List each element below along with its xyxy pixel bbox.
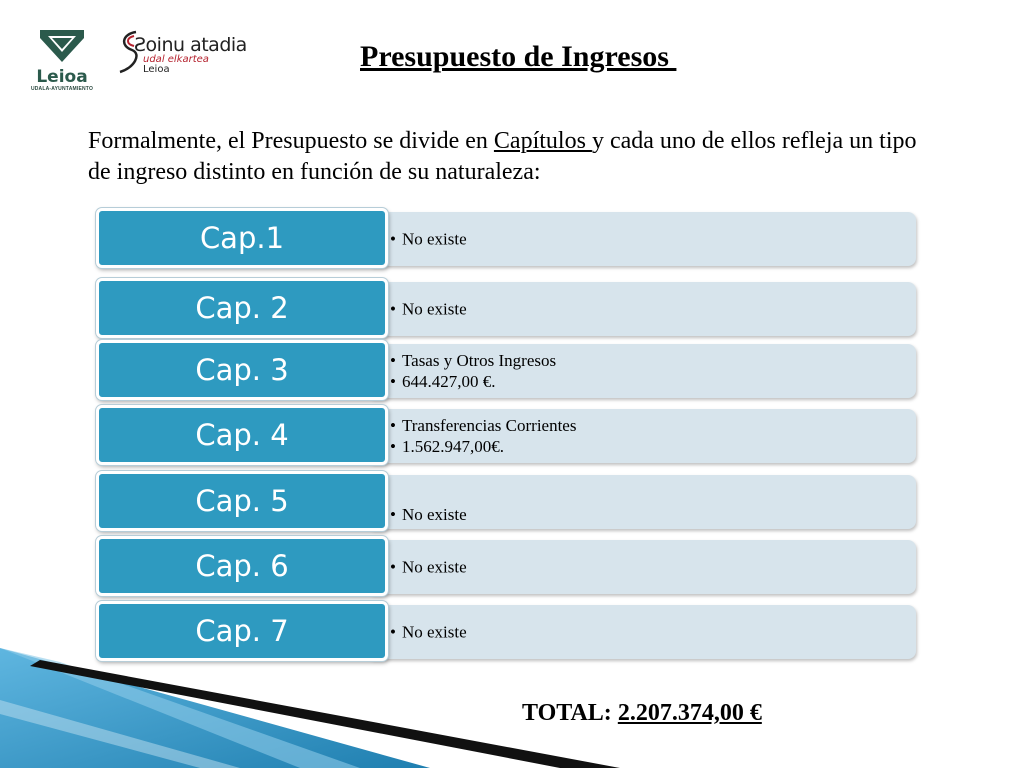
kirol-logo [114,26,264,80]
chapter-info-box [372,282,916,336]
chapter-info-box [372,344,916,398]
chapter-label: Cap. 7 [96,601,388,661]
chapter-detail-item: • Transferencias Corrientes [390,415,908,436]
total-label: TOTAL: [522,700,618,726]
chapter-detail-item: • No existe [390,557,908,578]
intro-text-after: y cada uno de ellos refleja un tipo de ingreso distinto en función de su naturaleza: [88,128,917,185]
chapter-detail-item: • Tasas y Otros Ingresos [390,350,908,371]
chapter-row [96,405,916,465]
chapter-label: Cap. 2 [96,278,388,338]
chapter-label: Cap. 5 [96,471,388,531]
svg-text:Leioa: Leioa [36,67,88,86]
kirol-logo-line1: Ƨoinu atadia [134,34,247,56]
chapter-label: Cap.1 [96,208,388,268]
chapter-detail-item: • No existe [390,622,908,643]
chapter-info-box [372,475,916,529]
chapter-row [96,536,916,596]
chapter-info-box [372,540,916,594]
leioa-subtitle: UDALA-AYUNTAMIENTO [30,86,94,92]
chapter-label: Cap. 6 [96,536,388,596]
intro-text-before: Formalmente, el Presupuesto se divide en [88,128,494,154]
chapter-label: Cap. 3 [96,340,388,400]
chapter-row [96,278,916,338]
total-line [522,700,762,727]
chapter-row [96,208,916,268]
intro-paragraph [88,126,928,188]
chapter-detail-item: • 1.562.947,00€. [390,436,908,457]
kirol-logo-line2: udal elkartea [143,54,209,65]
page-title: Presupuesto de Ingresos [360,40,677,73]
leioa-emblem-icon [26,26,98,86]
chapter-detail-item: • No existe [390,229,908,250]
chapter-row [96,471,916,531]
capitulos-link: Capítulos [493,128,592,154]
chapter-detail-item: • No existe [390,504,908,525]
chapter-info-box [372,212,916,266]
chapter-detail-item: • No existe [390,299,908,320]
leioa-logo [26,26,98,98]
total-amount: 2.207.374,00 € [617,700,762,726]
chapter-label: Cap. 4 [96,405,388,465]
chapter-row [96,340,916,400]
chapter-info-box [372,409,916,463]
chapter-detail-item: • 644.427,00 €. [390,371,908,392]
kirol-logo-line3: Leioa [143,64,170,75]
